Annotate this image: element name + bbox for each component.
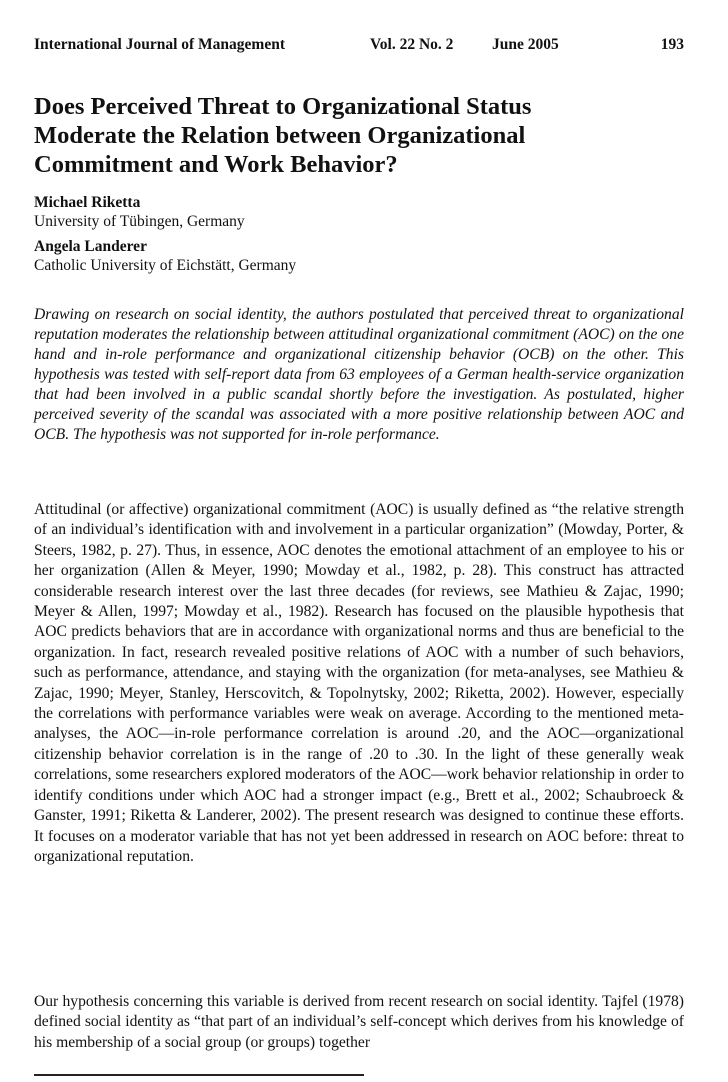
- publication-date: June 2005: [492, 36, 559, 53]
- author-affiliation: Catholic University of Eichstätt, Germany: [34, 257, 297, 274]
- author-block: [34, 193, 684, 275]
- footnote-divider: [34, 1074, 364, 1076]
- running-header: [34, 36, 684, 56]
- body-paragraph: Our hypothesis concerning this variable is derived from recent research on social identity. Tajfel (1978) defined social identity as “that part of an individual’s self-concept which derives from his knowledge of his membership of a social group (or groups) together: [34, 993, 684, 1051]
- paper-title: Does Perceived Threat to Organizational Status Moderate the Relation between Organizational Commitment and Work Behavior?: [34, 93, 532, 178]
- page-number: 193: [660, 36, 684, 53]
- journal-name: International Journal of Management: [34, 36, 286, 53]
- author-affiliation: University of Tübingen, Germany: [34, 213, 245, 230]
- volume-issue: Vol. 22 No. 2: [370, 36, 454, 53]
- author-name: Michael Riketta: [34, 194, 141, 211]
- body-paragraph: Attitudinal (or affective) organizational commitment (AOC) is usually defined as “the relative strength of an individual’s identification with and involvement in a particular organization” (Mowday, Porter, & Steers, 1982, p. 27). Thus, in essence, AOC denotes the emotional attachment of an employee to his or her organization (Allen & Meyer, 1990; Mowday et al., 1982, p. 28). This construct has attracted considerable research interest over the last three decades (for reviews, see Mathieu & Zajac, 1990; Meyer & Allen, 1997; Mowday et al., 1982). Research has focused on the plausible hypothesis that AOC predicts behaviors that are in accordance with organizational norms and thus are beneficial to the organization. In fact, research revealed positive relations of AOC with a number of such behaviors, such as performance, attendance, and staying with the organization (for meta-analyses, see Mathieu & Zajac, 1990; Meyer, Stanley, Herscovitch, & Topolnytsky, 2002; Riketta, 2002). However, especially the correlations with performance variables were weak on average. According to the mentioned meta-analyses, the AOC—in-role performance correlation is around .20, and the AOC—organizational citizenship behavior correlation is in the range of .20 to .30. In the light of these generally weak correlations, some researchers explored moderators of the AOC—work behavior relationship in order to identify conditions under which AOC had a stronger impact (e.g., Brett et al., 2002; Schaubroeck & Ganster, 1991; Riketta & Landerer, 2002). The present research was designed to continue these efforts. It focuses on a moderator variable that has not yet been addressed in research on AOC before: threat to organizational reputation.: [34, 501, 684, 865]
- abstract: Drawing on research on social identity, the authors postulated that perceived threat to organizational reputation moderates the relationship between attitudinal organizational commitment (AOC) on the one hand and in-role performance and organizational citizenship behavior (OCB) on the other. This hypothesis was tested with self-report data from 63 employees of a German health-service organization that had been involved in a public scandal shortly before the investigation. As postulated, higher perceived severity of the scandal was associated with a more positive relationship between AOC and OCB. The hypothesis was not supported for in-role performance.: [34, 306, 684, 443]
- author-name: Angela Landerer: [34, 238, 147, 255]
